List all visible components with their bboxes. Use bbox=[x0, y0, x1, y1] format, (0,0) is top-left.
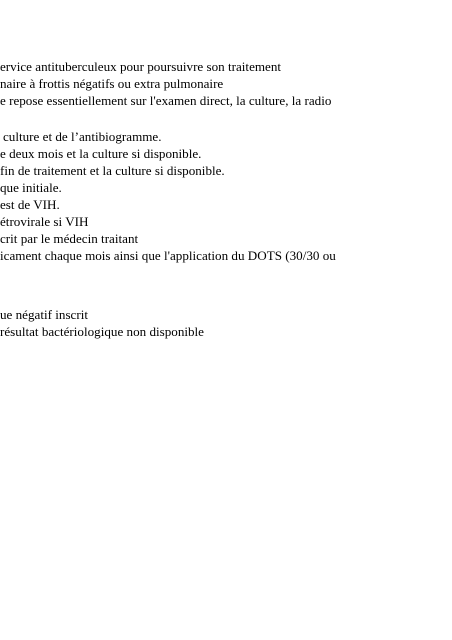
text-line-12: ue négatif inscrit bbox=[0, 307, 88, 322]
text-line-3: e repose essentiellement sur l'examen direct, la culture, la radio bbox=[0, 93, 332, 108]
text-line-9: étrovirale si VIH bbox=[0, 214, 89, 229]
text-line-7: que initiale. bbox=[0, 180, 62, 195]
text-line-4: culture et de l’antibiogramme. bbox=[3, 129, 162, 144]
text-line-13: résultat bactériologique non disponible bbox=[0, 324, 204, 339]
text-line-10: crit par le médecin traitant bbox=[0, 231, 139, 246]
text-line-1: ervice antituberculeux pour poursuivre son traitement bbox=[0, 59, 282, 74]
text-line-5: e deux mois et la culture si disponible. bbox=[0, 146, 202, 161]
text-line-8: est de VIH. bbox=[0, 197, 60, 212]
text-line-2: naire à frottis négatifs ou extra pulmonaire bbox=[0, 76, 224, 91]
text-line-11: icament chaque mois ainsi que l'application du DOTS (30/30 ou bbox=[0, 248, 336, 263]
text-line-6: fin de traitement et la culture si disponible. bbox=[0, 163, 225, 178]
